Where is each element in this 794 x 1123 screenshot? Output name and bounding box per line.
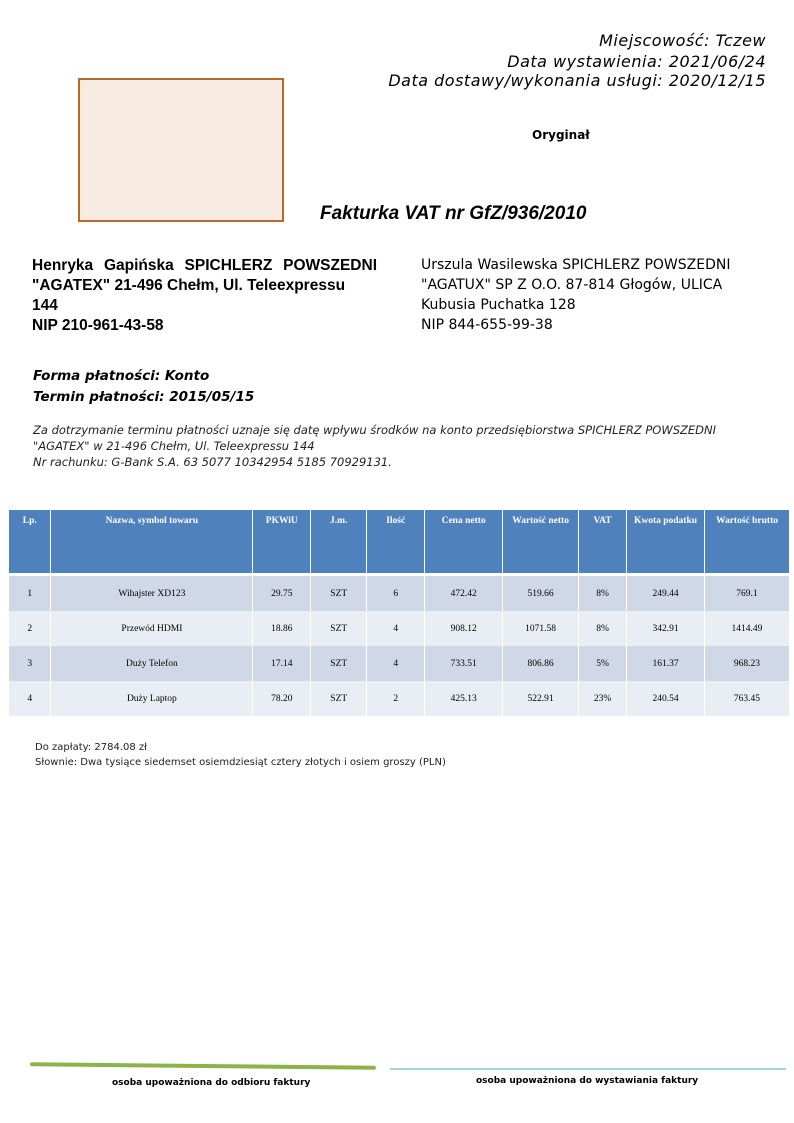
- cell-tax-amount: 249.44: [627, 576, 705, 611]
- cell-tax-amount: 161.37: [627, 646, 705, 681]
- cell-name: Duży Laptop: [51, 681, 253, 716]
- cell-pkwiu: 18.86: [253, 611, 311, 646]
- cell-net-value: 519.66: [503, 576, 579, 611]
- payment-form: Forma płatności: Konto: [33, 368, 210, 384]
- items-table: [9, 510, 790, 716]
- table-row: [9, 576, 790, 611]
- cell-net-value: 522.91: [503, 681, 579, 716]
- payment-note-text: Za dotrzymanie terminu płatności uznaje się datę wpływu środków na konto przedsiębiorstwa SPICHLERZ POWSZEDNI "AGATEX" w 21-496 Chełm, Ul. Teleexpressu 144: [33, 423, 717, 453]
- col-header-name: Nazwa, symbol towaru: [51, 510, 253, 573]
- cell-vat: 8%: [579, 611, 627, 646]
- cell-lp: 3: [9, 646, 51, 681]
- col-header-net-price: Cena netto: [425, 510, 503, 573]
- amount-in-words: Słownie: Dwa tysiące siedemset osiemdziesiąt cztery złotych i osiem groszy (PLN): [35, 757, 446, 768]
- table-row: [9, 681, 790, 716]
- amount-to-pay: Do zapłaty: 2784.08 zł: [35, 742, 147, 753]
- cell-gross-value: 763.45: [704, 681, 789, 716]
- delivery-date-label: Data dostawy/wykonania usługi:: [388, 71, 664, 90]
- col-header-qty: Ilość: [367, 510, 425, 573]
- cell-tax-amount: 342.91: [627, 611, 705, 646]
- col-header-net-value: Wartość netto: [503, 510, 579, 573]
- cell-lp: 4: [9, 681, 51, 716]
- payment-block: [33, 366, 254, 408]
- cell-qty: 4: [367, 611, 425, 646]
- buyer-block: [421, 255, 761, 335]
- cell-vat: 23%: [579, 681, 627, 716]
- cell-pkwiu: 17.14: [253, 646, 311, 681]
- delivery-date-value: 2020/12/15: [668, 71, 766, 90]
- cell-unit: SZT: [311, 681, 367, 716]
- cell-name: Duży Telefon: [51, 646, 253, 681]
- cell-unit: SZT: [311, 646, 367, 681]
- table-header-row: [9, 510, 790, 573]
- totals-block: [35, 740, 446, 770]
- cell-net-price: 733.51: [425, 646, 503, 681]
- cell-lp: 1: [9, 576, 51, 611]
- col-header-vat: VAT: [579, 510, 627, 573]
- signature-line-receiver: [30, 1062, 376, 1070]
- cell-qty: 6: [367, 576, 425, 611]
- cell-pkwiu: 78.20: [253, 681, 311, 716]
- cell-net-price: 472.42: [425, 576, 503, 611]
- cell-gross-value: 1414.49: [704, 611, 789, 646]
- seller-nip: NIP 210-961-43-58: [32, 317, 164, 334]
- seller-address-number: 144: [32, 297, 58, 314]
- buyer-nip: NIP 844-655-99-38: [421, 317, 553, 333]
- header-delivery-date: [388, 70, 766, 91]
- place-label: Miejscowość:: [599, 31, 710, 50]
- col-header-unit: J.m.: [311, 510, 367, 573]
- signature-label-issuer: osoba upoważniona do wystawiania faktury: [476, 1076, 699, 1086]
- signature-label-receiver: osoba upoważniona do odbioru faktury: [112, 1078, 311, 1088]
- invoice-title: Fakturka VAT nr GfZ/936/2010: [320, 203, 587, 224]
- issue-date-value: 2021/06/24: [668, 52, 766, 71]
- cell-vat: 5%: [579, 646, 627, 681]
- issue-date-label: Data wystawienia:: [507, 52, 664, 71]
- table-row: [9, 646, 790, 681]
- bank-account: Nr rachunku: G-Bank S.A. 63 5077 10342954 5185 70929131.: [33, 455, 392, 469]
- cell-unit: SZT: [311, 576, 367, 611]
- cell-qty: 2: [367, 681, 425, 716]
- col-header-gross-value: Wartość brutto: [704, 510, 789, 573]
- header-issue-date: [507, 51, 766, 72]
- table-row: [9, 611, 790, 646]
- seller-name-address: Henryka Gapińska SPICHLERZ POWSZEDNI "AGATEX" 21-496 Chełm, Ul. Teleexpressu: [32, 257, 377, 294]
- col-header-tax-amount: Kwota podatku: [627, 510, 705, 573]
- cell-name: Wihajster XD123: [51, 576, 253, 611]
- signature-line-issuer: [390, 1068, 786, 1070]
- col-header-pkwiu: PKWiU: [253, 510, 311, 573]
- col-header-lp: Lp.: [9, 510, 51, 573]
- original-label: Oryginał: [532, 128, 590, 142]
- cell-net-value: 1071.58: [503, 611, 579, 646]
- cell-tax-amount: 240.54: [627, 681, 705, 716]
- cell-unit: SZT: [311, 611, 367, 646]
- cell-lp: 2: [9, 611, 51, 646]
- cell-qty: 4: [367, 646, 425, 681]
- logo-placeholder: [78, 78, 284, 222]
- buyer-name-address: Urszula Wasilewska SPICHLERZ POWSZEDNI "AGATUX" SP Z O.O. 87-814 Głogów, ULICA: [421, 257, 731, 293]
- buyer-street: Kubusia Puchatka 128: [421, 297, 576, 313]
- cell-net-price: 425.13: [425, 681, 503, 716]
- cell-pkwiu: 29.75: [253, 576, 311, 611]
- cell-net-value: 806.86: [503, 646, 579, 681]
- cell-gross-value: 769.1: [704, 576, 789, 611]
- place-value: Tczew: [715, 31, 766, 50]
- header-place: [599, 30, 766, 51]
- payment-term: Termin płatności: 2015/05/15: [33, 389, 255, 405]
- cell-name: Przewód HDMI: [51, 611, 253, 646]
- cell-vat: 8%: [579, 576, 627, 611]
- seller-block: [32, 256, 377, 336]
- payment-note: [33, 422, 753, 470]
- cell-net-price: 908.12: [425, 611, 503, 646]
- cell-gross-value: 968.23: [704, 646, 789, 681]
